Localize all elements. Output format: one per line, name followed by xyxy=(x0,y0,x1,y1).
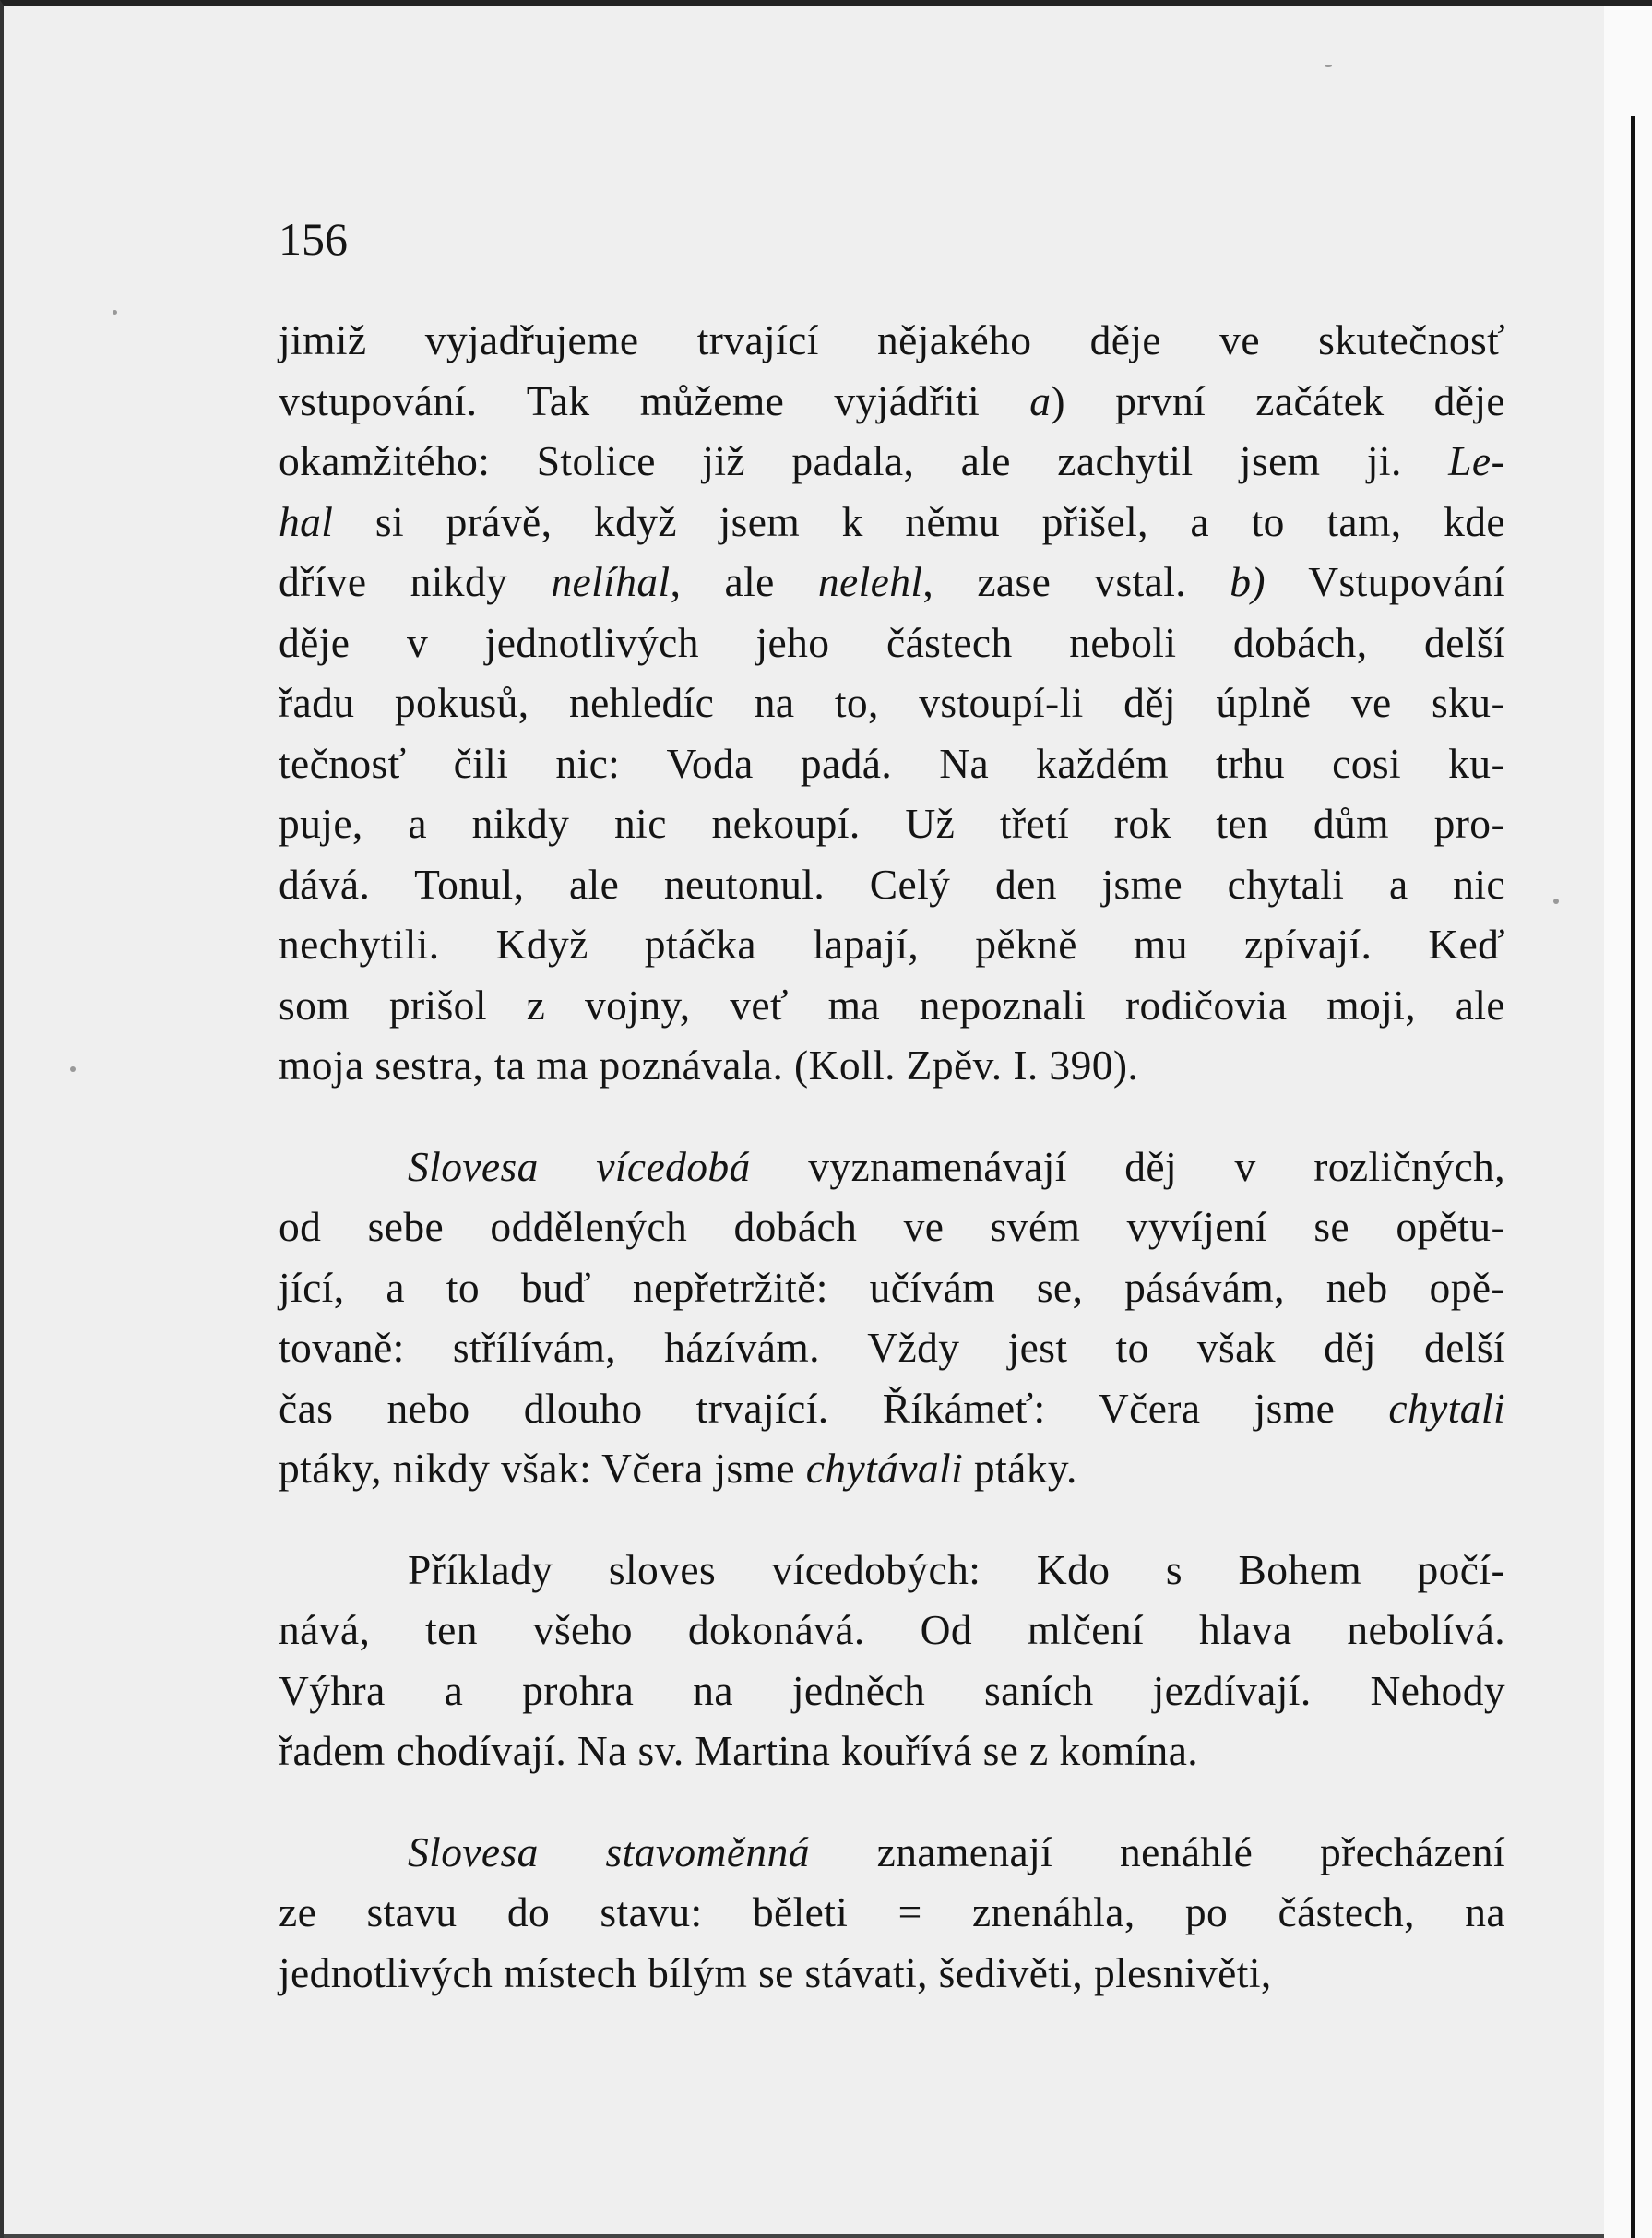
text-run: si právě, když jsem k němu přišel, a to tam, kde xyxy=(333,497,1505,545)
text-line xyxy=(279,492,1505,553)
page-right-margin xyxy=(1604,6,1652,2238)
text-run: jící, a to buď nepřetržitě: učívám se, pásávám, neb opě- xyxy=(279,1263,1505,1311)
text-run: Vstupování xyxy=(1265,558,1506,605)
text-line xyxy=(279,1035,1505,1096)
text-run: Výhra a prohra na jedněch saních jezdívají. Nehody xyxy=(279,1666,1505,1714)
text-run: řadu pokusů, nehledíc na to, vstoupí-li děj úplně ve sku- xyxy=(279,679,1505,726)
text-run: od sebe oddělených dobách ve svém vyvíjení se opětu- xyxy=(279,1203,1505,1250)
text-run: tovaně: střílívám, házívám. Vždy jest to však děj delší xyxy=(279,1324,1505,1371)
text-line xyxy=(279,310,1505,371)
text-line xyxy=(279,1196,1505,1257)
italic-run: chytávali xyxy=(805,1445,964,1492)
text-line xyxy=(279,1317,1505,1378)
italic-run: nelehl xyxy=(817,558,923,605)
text-line xyxy=(279,371,1505,432)
italic-run: nelíhal xyxy=(551,558,671,605)
text-run: dává. Tonul, ale neutonul. Celý den jsme chytali a nic xyxy=(279,860,1505,908)
text-run: vstupování. Tak můžeme vyjádřiti xyxy=(279,376,1030,424)
binding-edge-line xyxy=(1631,116,1635,2238)
italic-run: chytali xyxy=(1388,1384,1505,1432)
text-run: nechytili. Když ptáčka lapají, pěkně mu zpívají. Keď xyxy=(279,921,1505,968)
italic-run: hal xyxy=(279,497,334,545)
text-line xyxy=(279,1882,1505,1943)
text-run: ) první začátek děje xyxy=(1051,376,1506,424)
italic-run: Le- xyxy=(1448,437,1505,484)
paragraph-4 xyxy=(279,1822,1505,2004)
body-text xyxy=(279,310,1505,2003)
dust-speck xyxy=(113,310,117,315)
text-run: puje, a nikdy nic nekoupí. Už třetí rok ten dům pro- xyxy=(279,800,1505,847)
text-line xyxy=(279,1720,1505,1781)
text-line xyxy=(279,431,1505,492)
text-run: ze stavu do stavu: běleti = znenáhla, po částech, na xyxy=(279,1888,1505,1935)
paragraph-3 xyxy=(279,1540,1505,1781)
italic-run: Slovesa stavoměnná xyxy=(408,1827,810,1875)
text-line xyxy=(279,914,1505,975)
text-line xyxy=(279,1540,1505,1601)
text-run: Příklady sloves vícedobých: Kdo s Bohem počí- xyxy=(408,1545,1505,1593)
text-line xyxy=(279,673,1505,733)
page-number: 156 xyxy=(279,213,348,265)
page-bottom-edge xyxy=(4,2234,1604,2238)
text-line xyxy=(279,1822,1505,1883)
text-line xyxy=(279,854,1505,915)
dust-speck xyxy=(1325,65,1332,67)
text-line xyxy=(279,1257,1505,1318)
italic-run: b) xyxy=(1230,558,1266,605)
text-run: řadem chodívají. Na sv. Martina kouřívá se z komína. xyxy=(279,1727,1199,1774)
text-run: nává, ten všeho dokonává. Od mlčení hlava nebolívá. xyxy=(279,1606,1505,1653)
text-run: moja sestra, ta ma poznávala. (Koll. Zpěv. I. 390). xyxy=(279,1042,1139,1089)
text-line xyxy=(279,1943,1505,2004)
text-run: jednotlivých místech bílým se stávati, šedivěti, plesnivěti, xyxy=(279,1948,1272,1996)
paragraph-1 xyxy=(279,310,1505,1096)
text-line xyxy=(279,1438,1505,1499)
paragraph-2 xyxy=(279,1137,1505,1499)
text-run: som prišol z vojny, veť ma nepoznali rodičovia moji, ale xyxy=(279,981,1505,1029)
text-line xyxy=(279,1600,1505,1661)
text-line xyxy=(279,1661,1505,1721)
italic-run: a xyxy=(1029,376,1052,424)
text-run: znamenají nenáhlé přecházení xyxy=(809,1827,1505,1875)
text-line xyxy=(279,733,1505,794)
text-run: , zase vstal. xyxy=(922,558,1230,605)
text-run: dříve nikdy xyxy=(279,558,552,605)
text-line xyxy=(279,552,1505,613)
italic-run: Slovesa vícedobá xyxy=(408,1142,751,1190)
text-run: jimiž vyjadřujeme trvající nějakého děje ve skutečnosť xyxy=(279,316,1505,363)
text-run: vyznamenávají děj v rozličných, xyxy=(750,1142,1505,1190)
text-run: děje v jednotlivých jeho částech neboli dobách, delší xyxy=(279,618,1505,666)
text-line xyxy=(279,1137,1505,1197)
text-run: ptáky, nikdy však: Včera jsme xyxy=(279,1445,806,1492)
text-line xyxy=(279,975,1505,1036)
text-run: , ale xyxy=(670,558,818,605)
text-line xyxy=(279,613,1505,673)
text-run: čas nebo dlouho trvající. Říkámeť: Včera jsme xyxy=(279,1384,1389,1432)
text-run: tečnosť čili nic: Voda padá. Na každém trhu cosi ku- xyxy=(279,739,1505,787)
text-run: ptáky. xyxy=(963,1445,1077,1492)
dust-speck xyxy=(70,1066,76,1072)
text-line xyxy=(279,1378,1505,1439)
text-run: okamžitého: Stolice již padala, ale zachytil jsem ji. xyxy=(279,437,1449,484)
text-line xyxy=(279,793,1505,854)
dust-speck xyxy=(1553,899,1559,904)
